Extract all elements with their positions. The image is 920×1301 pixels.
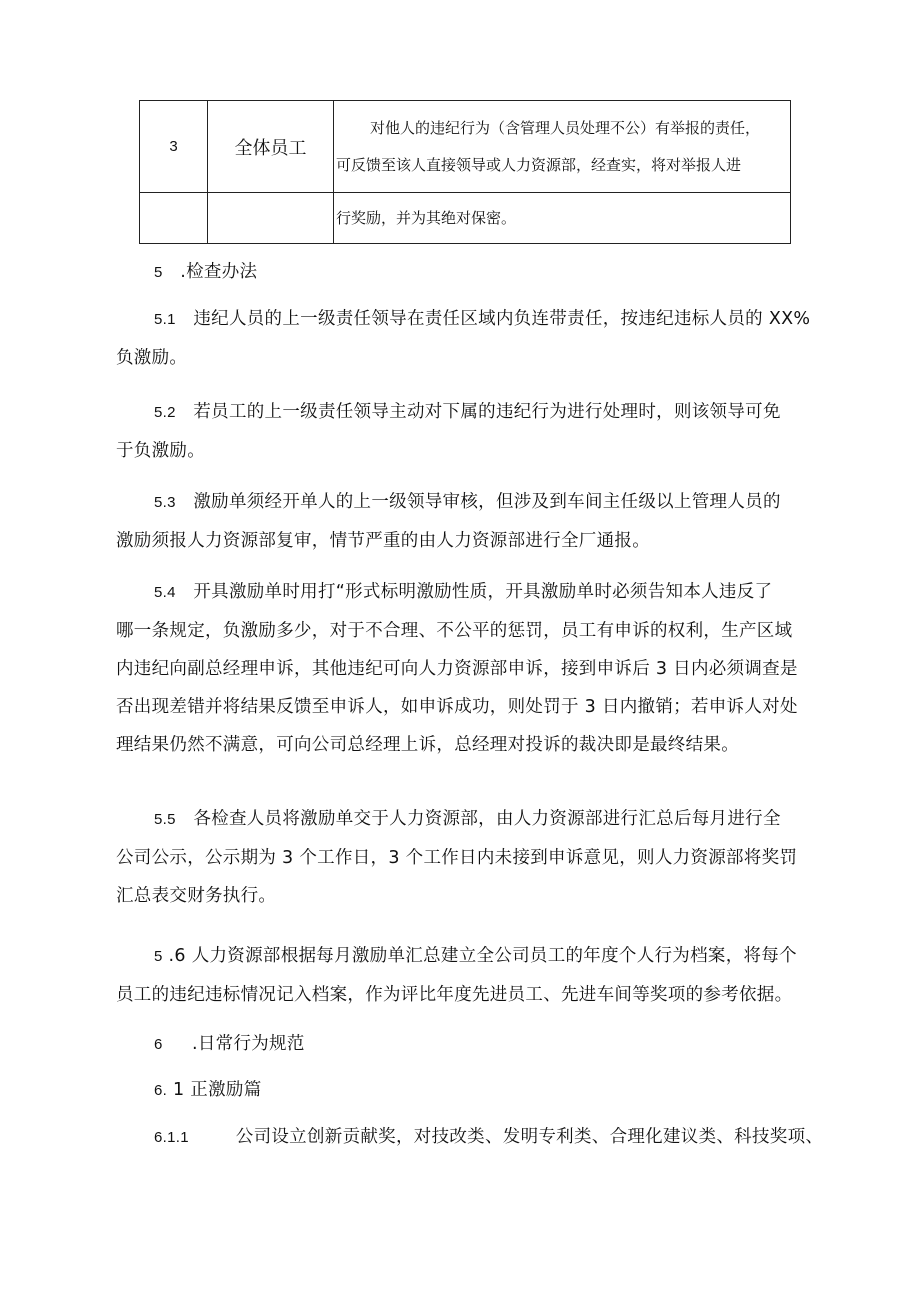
- section-title: .检查办法: [180, 262, 258, 282]
- clause-number: 5.1: [154, 311, 176, 328]
- paragraph-line: 违纪人员的上一级责任领导在责任区域内负连带责任，按违纪违标人员的 XX%: [193, 309, 811, 329]
- section-title: 1 正激励篇: [173, 1080, 262, 1100]
- table-row: [140, 101, 791, 193]
- description-line: 行奖励，并为其绝对保密。: [336, 208, 517, 227]
- paragraph-line: 理结果仍然不满意，可向公司总经理上诉，总经理对投诉的裁决即是最终结果。: [116, 735, 739, 755]
- description-line: 对他人的违纪行为（含管理人员处理不公）有举报的责任，: [370, 118, 761, 137]
- table-cell-role: 全体员工: [208, 101, 334, 193]
- paragraph-line: 内违纪向副总经理申诉，其他违纪可向人力资源部申诉，接到申诉后 3 日内必须调查是: [116, 659, 798, 679]
- paragraph-line: 于负激励。: [116, 441, 205, 461]
- paragraph-line: 员工的违纪违标情况记入档案，作为评比年度先进员工、先进车间等奖项的参考依据。: [116, 985, 793, 1005]
- paragraph-5-6: [116, 937, 816, 1014]
- table-cell-description: [334, 193, 791, 244]
- paragraph-line: 激励须报人力资源部复审，情节严重的由人力资源部进行全厂通报。: [116, 531, 650, 551]
- paragraph-5-4: [116, 573, 816, 764]
- paragraph-line: 汇总表交财务执行。: [116, 886, 277, 906]
- paragraph-line: 公司公示，公示期为 3 个工作日，3 个工作日内未接到申诉意见，则人力资源部将奖罚: [116, 848, 798, 868]
- clause-number: 5.2: [154, 404, 176, 421]
- paragraph-line: 公司设立创新贡献奖，对技改类、发明专利类、合理化建议类、科技奖项、: [235, 1127, 824, 1147]
- paragraph-line: 负激励。: [116, 348, 188, 368]
- clause-number: 5.4: [154, 584, 176, 601]
- section-number: 6: [154, 1036, 163, 1053]
- paragraph-line: 开具激励单时用打“形式标明激励性质，开具激励单时必须告知本人违反了: [193, 582, 773, 602]
- clause-number: 5: [154, 948, 163, 965]
- section-heading-6: [116, 1025, 816, 1064]
- paragraph-line: .6 人力资源部根据每月激励单汇总建立全公司员工的年度个人行为档案，将每个: [168, 946, 797, 966]
- section-heading-6-1: [116, 1071, 816, 1110]
- paragraph-5-1: [116, 300, 816, 377]
- description-line: 可反馈至该人直接领导或人力资源部，经查实，将对举报人进: [336, 155, 742, 174]
- table-row: [140, 193, 791, 244]
- paragraph-5-2: [116, 393, 816, 470]
- clause-number: 5.3: [154, 494, 176, 511]
- clause-number: 6.1.1: [154, 1129, 189, 1146]
- paragraph-6-1-1: [116, 1118, 824, 1157]
- paragraph-5-3: [116, 483, 816, 560]
- paragraph-line: 激励单须经开单人的上一级领导审核，但涉及到车间主任级以上管理人员的: [193, 492, 781, 512]
- table-cell-number: 3: [140, 101, 208, 193]
- section-number: 5: [154, 264, 163, 281]
- paragraph-line: 若员工的上一级责任领导主动对下属的违纪行为进行处理时，则该领导可免: [193, 402, 781, 422]
- table-cell-description: [334, 101, 791, 193]
- responsibility-table: [139, 100, 791, 244]
- table-cell-empty: [140, 193, 208, 244]
- clause-number: 5.5: [154, 811, 176, 828]
- paragraph-line: 哪一条规定，负激励多少，对于不合理、不公平的惩罚，员工有申诉的权利，生产区域: [116, 621, 793, 641]
- paragraph-line: 否出现差错并将结果反馈至申诉人，如申诉成功，则处罚于 3 日内撤销；若申诉人对处: [116, 697, 798, 717]
- paragraph-line: 各检查人员将激励单交于人力资源部，由人力资源部进行汇总后每月进行全: [193, 809, 781, 829]
- section-title: .日常行为规范: [191, 1034, 305, 1054]
- section-number: 6.: [154, 1082, 168, 1099]
- paragraph-5-5: [116, 800, 816, 915]
- section-heading-5: [116, 253, 816, 292]
- table-cell-empty: [208, 193, 334, 244]
